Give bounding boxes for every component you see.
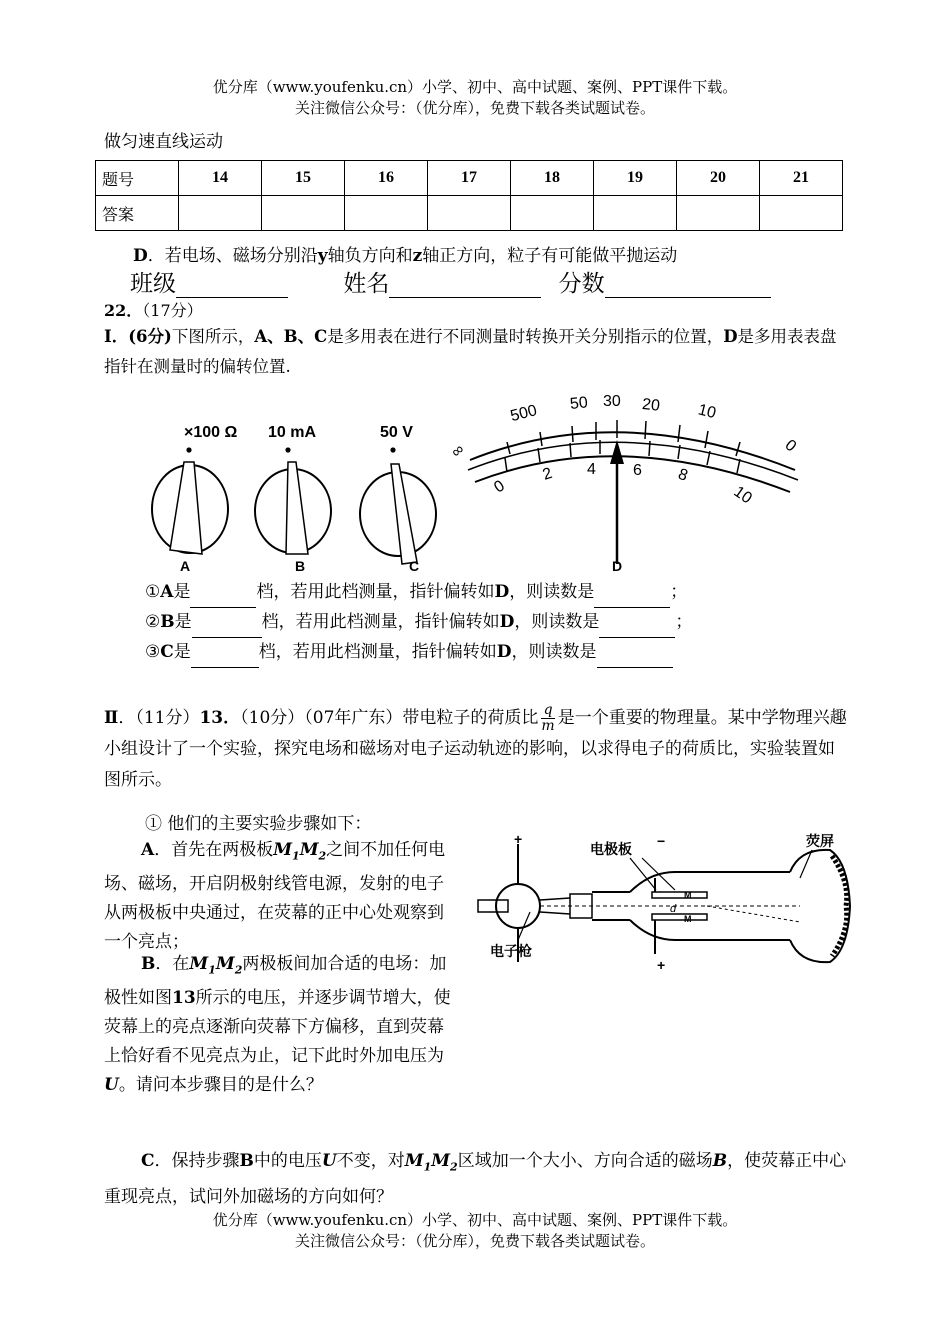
question-number: 19: [594, 161, 677, 196]
previous-option-tail: 做匀速直线运动: [104, 132, 223, 152]
scale-10: 10: [696, 401, 718, 423]
q22-part1-text: Ⅰ．(6分)下图所示，A、B、C是多用表在进行不同测量时转换开关分别指示的位置，D是多用表表盘指针在测量时的偏转位置.: [104, 327, 837, 376]
step-a: A．首先在两极板$M_1M_2$之间不加任何电场、磁场，开启阴极射线管电源，发射的电子从两极板中央通过，在荧幕的正中心处观察到一个亮点；: [104, 840, 446, 953]
name-field[interactable]: [389, 271, 541, 298]
sub-question-3: ③C是 档，若用此档测量，指针偏转如D，则读数是: [145, 638, 845, 668]
q22-heading: 22．（17分）: [104, 301, 203, 320]
row-label-question: 题号: [96, 161, 179, 196]
step-c: C．保持步骤B中的电压U不变，对$M_1M_2$区域加一个大小、方向合适的磁场B，使荧幕正中心重现亮点，试问外加磁场的方向如何？: [104, 1151, 847, 1208]
label-m2: M: [684, 914, 692, 924]
answer-cell[interactable]: [428, 196, 511, 231]
answer-cell[interactable]: [511, 196, 594, 231]
score-field[interactable]: [605, 271, 771, 298]
answer-cell[interactable]: [760, 196, 843, 231]
question-number: 15: [262, 161, 345, 196]
multimeter-figure: [140, 392, 810, 577]
answer-table: [95, 160, 843, 231]
scale-bottom-0: 0: [491, 477, 508, 497]
plus-sign-bottom: +: [657, 957, 666, 972]
steps-intro: ① 他们的主要实验步骤如下：: [145, 814, 372, 834]
footer-line-1: 优分库（www.youfenku.cn）小学、初中、高中试题、案例、PPT课件下载。: [212, 1211, 738, 1229]
row-label-answer: 答案: [96, 196, 179, 231]
step-b-head: B．在$M_1M_2$两极板间加合适的电场：加极性如图13所示的电压，并逐步调节增大，使荧幕上的亮点逐渐向荧幕下方偏移，直到荧幕上恰好看不见亮点为止，记下此时外加电压为U。请问本步骤目的是什么？: [104, 954, 451, 1096]
meter-d-letter: D: [611, 558, 623, 574]
scale-bottom-6: 6: [633, 462, 642, 479]
sub-question-2: ②B是 档，若用此档测量，指针偏转如D，则读数是 ；: [145, 608, 845, 638]
footer-line-2: 关注微信公众号：（优分库），免费下载各类试题试卷。: [294, 1232, 655, 1250]
option-d: D．若电场、磁场分别沿y轴负方向和z轴正方向，粒子有可能做平抛运动: [133, 246, 678, 266]
question-number: 18: [511, 161, 594, 196]
label-screen: 荧屏: [806, 833, 834, 849]
scale-infinity: ∞: [448, 440, 468, 462]
answer-blank[interactable]: [191, 638, 259, 668]
scale-bottom-2: 2: [540, 464, 555, 484]
question-number: 16: [345, 161, 428, 196]
answer-blank[interactable]: [594, 578, 670, 608]
student-info: [130, 265, 771, 298]
class-field[interactable]: [176, 271, 288, 298]
class-label: 班级: [130, 271, 176, 297]
answer-cell[interactable]: [345, 196, 428, 231]
label-d: d: [670, 903, 677, 915]
header-line-2: 关注微信公众号：（优分库），免费下载各类试题试卷。: [294, 99, 655, 117]
table-row: [96, 196, 843, 231]
answer-cell[interactable]: [179, 196, 262, 231]
scale-500: 500: [508, 402, 539, 426]
answer-blank[interactable]: [190, 578, 256, 608]
scale-bottom-4: 4: [587, 461, 596, 478]
scale-30: 30: [603, 393, 621, 410]
dial-b-setting: 10 mA: [268, 424, 317, 441]
table-row: [96, 161, 843, 196]
question-number: 14: [179, 161, 262, 196]
minus-sign: −: [657, 833, 666, 849]
label-electron-gun: 电子枪: [490, 943, 532, 959]
dial-c-setting: 50 V: [380, 424, 413, 441]
sub-question-1: ①A是 档，若用此档测量，指针偏转如D，则读数是 ；: [145, 578, 845, 608]
scale-50: 50: [569, 394, 589, 414]
dial-b-letter: B: [295, 558, 306, 574]
dial-c: [360, 424, 436, 574]
meter-d: [448, 393, 799, 574]
question-number: 21: [760, 161, 843, 196]
dial-a: [152, 424, 237, 574]
scale-zero-right: 0: [781, 436, 800, 456]
question-number: 20: [677, 161, 760, 196]
plus-sign-top: +: [514, 832, 523, 847]
dial-a-setting: ×100 Ω: [184, 424, 238, 441]
label-plates: 电极板: [590, 841, 632, 857]
q22-sub-questions: [145, 578, 845, 668]
scale-20: 20: [641, 396, 661, 415]
answer-cell[interactable]: [677, 196, 760, 231]
answer-cell[interactable]: [262, 196, 345, 231]
part2-intro: Ⅱ．（11分）13．（10分）（07年广东）带电粒子的荷质比 $\frac{q}{m}$ 是一个重要的物理量。某中学物理兴趣小组设计了一个实验，探究电场和磁场对电子运动轨迹的影响，以求得电子的荷质比，实验装置如图所示。: [104, 702, 847, 790]
answer-blank[interactable]: [192, 608, 262, 638]
answer-blank[interactable]: [597, 638, 673, 668]
charge-mass-fraction: $\frac{q}{m}$: [541, 702, 555, 734]
question-number: 17: [428, 161, 511, 196]
dial-a-letter: A: [180, 558, 191, 574]
answer-blank[interactable]: [599, 608, 675, 638]
scale-bottom-10: 10: [730, 483, 755, 508]
scale-bottom-8: 8: [675, 465, 690, 485]
dial-c-letter: C: [409, 558, 420, 574]
dial-b: [255, 424, 331, 574]
name-label: 姓名: [343, 271, 390, 297]
header-line-1: 优分库（www.youfenku.cn）小学、初中、高中试题、案例、PPT课件下载。: [212, 78, 738, 96]
score-label: 分数: [558, 271, 605, 297]
cathode-ray-tube-figure: [470, 832, 855, 972]
answer-cell[interactable]: [594, 196, 677, 231]
label-m1: M: [684, 890, 692, 900]
